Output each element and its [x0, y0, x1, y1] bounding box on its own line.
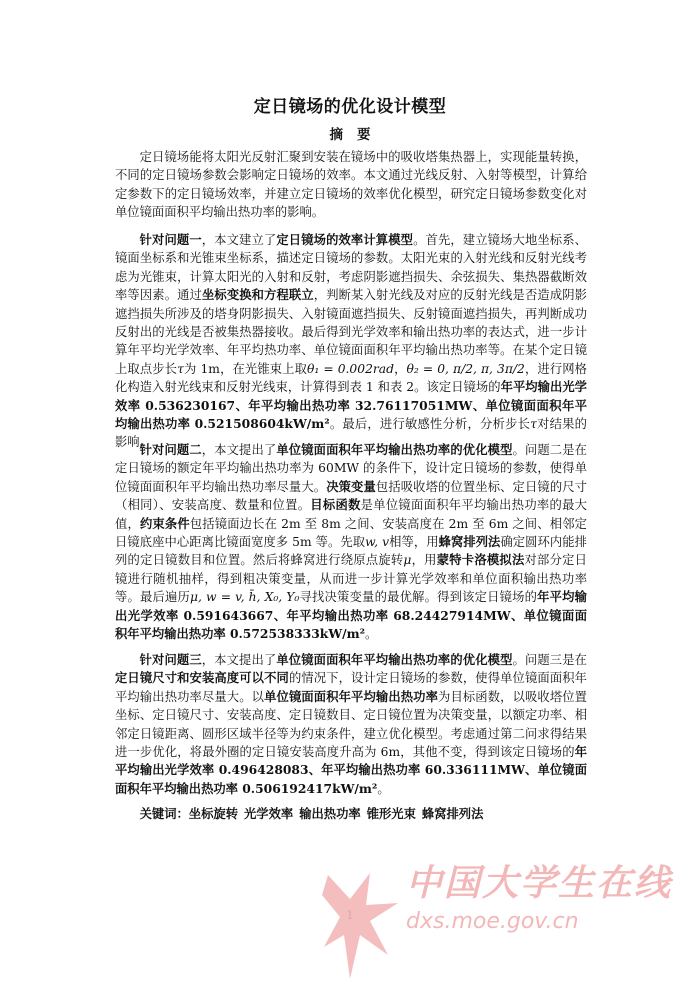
p3-text: 是单位镜面面积年平均输出热功率的最大值， — [115, 498, 587, 531]
p3-text: 包括吸收塔的位置坐标、定日镜的尺寸（相同）、安装高度、数量和位置。 — [115, 479, 587, 513]
abstract-paragraph-problem-3 — [115, 651, 587, 798]
p3-lead: 针对问题二 — [139, 442, 202, 457]
p2-text: 。最后，进行敏感性分析，分析步长 — [329, 417, 531, 432]
p2-text: 。首先，建立镜场大地坐标系、镜面坐标系和光锥束坐标系，描述定日镜场的参数。太阳光束的入射光线和反射光线考虑为光锥束，计算太阳光的入射和反射，考虑阴影遮挡损失、余弦损失、集热器截断效率等因素。通过 — [115, 233, 587, 303]
p2-math-theta2: θ₂ = 0, π/2, π, 3π/2 — [406, 361, 525, 376]
p3-math-vars: μ, w = v, h̄, X₀, Y₀ — [190, 590, 300, 605]
p3-method: 蒙特卡洛模拟法 — [436, 552, 525, 568]
watermark — [320, 855, 695, 985]
watermark-text-cn: 中国大学生在线 — [406, 863, 673, 904]
paper-title: 定日镜场的优化设计模型 — [253, 97, 447, 117]
p2-text: ， — [393, 361, 407, 376]
p2-text: ，本文建立了 — [201, 233, 277, 247]
p3-math-mu: μ — [403, 553, 412, 568]
p3-text: ，用 — [411, 553, 437, 568]
p3-text: 相等，用 — [389, 535, 439, 550]
p3-term: 约束条件 — [139, 515, 190, 531]
p4-text: ，本文提出了 — [201, 653, 277, 667]
p3-results: 年平均输出光学效率 0.591643667、年平均输出热功率 68.24427914MW、单位镜面面积年平均输出热功率 0.572538333kW/m² — [115, 589, 587, 642]
p3-text: 对部分定日镜进行随机抽样，得到粗决策变量，从而进一步计算光学效率和单位面积输出热功率等。最后遍历 — [115, 553, 587, 605]
p4-text: 。问题三是在 — [512, 653, 587, 667]
p2-text: ，判断某入射光线及对应的反射光线是否造成阴影遮挡损失所涉及的塔身阴影损失、入射镜面遮挡损失、反射镜面遮挡损失，再判断成功反射出的光线是否被集热器接收。最后得到光学效率和输出热功率的表达式，进一步计算年平均光学效率、年平均热功率、单位镜面面积年平均输出热功率等。在某个定日镜上取点步长 — [115, 288, 587, 376]
abstract-paragraph-problem-1 — [115, 231, 587, 452]
p2-text: 为 1m，在光锥束上取 — [183, 361, 307, 376]
keyword: 锥形光束 — [366, 806, 416, 821]
p4-model-name: 单位镜面面积年平均输出热功率的优化模型 — [276, 652, 513, 667]
p3-text: 包括镜面边长在 2m 至 8m 之间、安装高度在 2m 至 6m 之间、相邻定日镜底座中心距离比镜面宽度多 5m 等。先取 — [115, 516, 587, 550]
p2-method: 坐标变换和方程联立 — [201, 287, 314, 303]
p4-condition: 定日镜尺寸和安装高度可以不同 — [115, 670, 289, 686]
p3-term: 目标函数 — [310, 497, 361, 513]
abstract-heading: 摘要 — [329, 127, 385, 143]
keyword: 坐标旋转 — [188, 806, 238, 821]
p3-term: 决策变量 — [326, 478, 376, 494]
p3-text: 确定圆环内能排列的定日镜数目和位置。然后将蜂窝进行绕原点旋转 — [115, 535, 587, 568]
p4-text: 的情况下，设计定日镜场的参数，使得单位镜面面积年平均输出热功率尽量大。以 — [115, 671, 587, 704]
p3-text: ，本文提出了 — [201, 443, 277, 457]
keyword: 输出热功率 — [299, 806, 361, 821]
p3-text: 寻找决策变量的最优解。得到该定日镜场的 — [299, 590, 538, 605]
p3-text: 。 — [365, 627, 378, 642]
p3-model-name: 单位镜面面积年平均输出热功率的优化模型 — [276, 442, 513, 457]
abstract-paragraph-problem-2 — [115, 441, 587, 643]
abstract-paragraph-intro: 定日镜场能将太阳光反射汇聚到安装在镜场中的吸收塔集热器上，实现能量转换，不同的定日镜场参数会影响定日镜场的效率。本文通过光线反射、入射等模型，计算给定参数下的定日镜场效率，并建立定日镜场的效率优化模型，研究定日镜场参数变化对单位镜面面积平均输出热功率的影响。 — [115, 150, 587, 220]
watermark-logo-icon — [320, 855, 405, 985]
p2-math-tau: τ — [177, 361, 184, 376]
p4-results: 年平均输出光学效率 0.496428083、年平均输出热功率 60.336111MW、单位镜面面积年平均输出热功率 0.506192417kW/m² — [115, 744, 587, 796]
p4-objective: 单位镜面面积年平均输出热功率 — [264, 688, 439, 704]
p4-text: 。 — [377, 781, 390, 796]
keywords-label: 关键词： — [139, 806, 189, 821]
p3-math-wv: w, v — [365, 535, 390, 550]
p2-lead: 针对问题一 — [139, 232, 202, 247]
p2-model-name: 定日镜场的效率计算模型 — [276, 232, 414, 247]
p2-text: ，进行网格化构造入射光线束和反射光线束，计算得到表 1 和表 2。该定日镜场的 — [115, 361, 587, 395]
p2-math-theta1: θ₁ = 0.002rad — [307, 361, 394, 376]
watermark-url: dxs.moe.gov.cn — [406, 909, 579, 934]
p2-text: 对结果的影响。 — [115, 417, 587, 450]
p3-text: 。问题二是在定日镜场的额定年平均输出热功率为 60MW 的条件下，设计定日镜场的参数，使得单位镜面面积年平均输出热功率尽量大。 — [115, 443, 587, 494]
p2-results: 年平均输出光学效率 0.536230167、年平均输出热功率 32.76117051MW、单位镜面面积年平均输出热功率 0.521508604kW/m² — [115, 379, 587, 432]
keywords-line — [115, 805, 587, 823]
p2-math-tau: τ — [530, 417, 537, 432]
p4-text: 为目标函数，以吸收塔位置坐标、定日镜尺寸、安装高度、定日镜数目、定日镜位置为决策变量，以额定功率、相邻定日镜距离、圆形区域半径等为约束条件，建立优化模型。考虑通过第二问求得结果进一步优化，将最外圈的定日镜安装高度升高为 6m，其他不变，得到该定日镜场的 — [115, 689, 587, 760]
p4-lead: 针对问题三 — [139, 652, 202, 667]
keyword: 光学效率 — [244, 806, 294, 821]
p3-method: 蜂窝排列法 — [438, 534, 501, 550]
keyword: 蜂窝排列法 — [421, 806, 484, 821]
